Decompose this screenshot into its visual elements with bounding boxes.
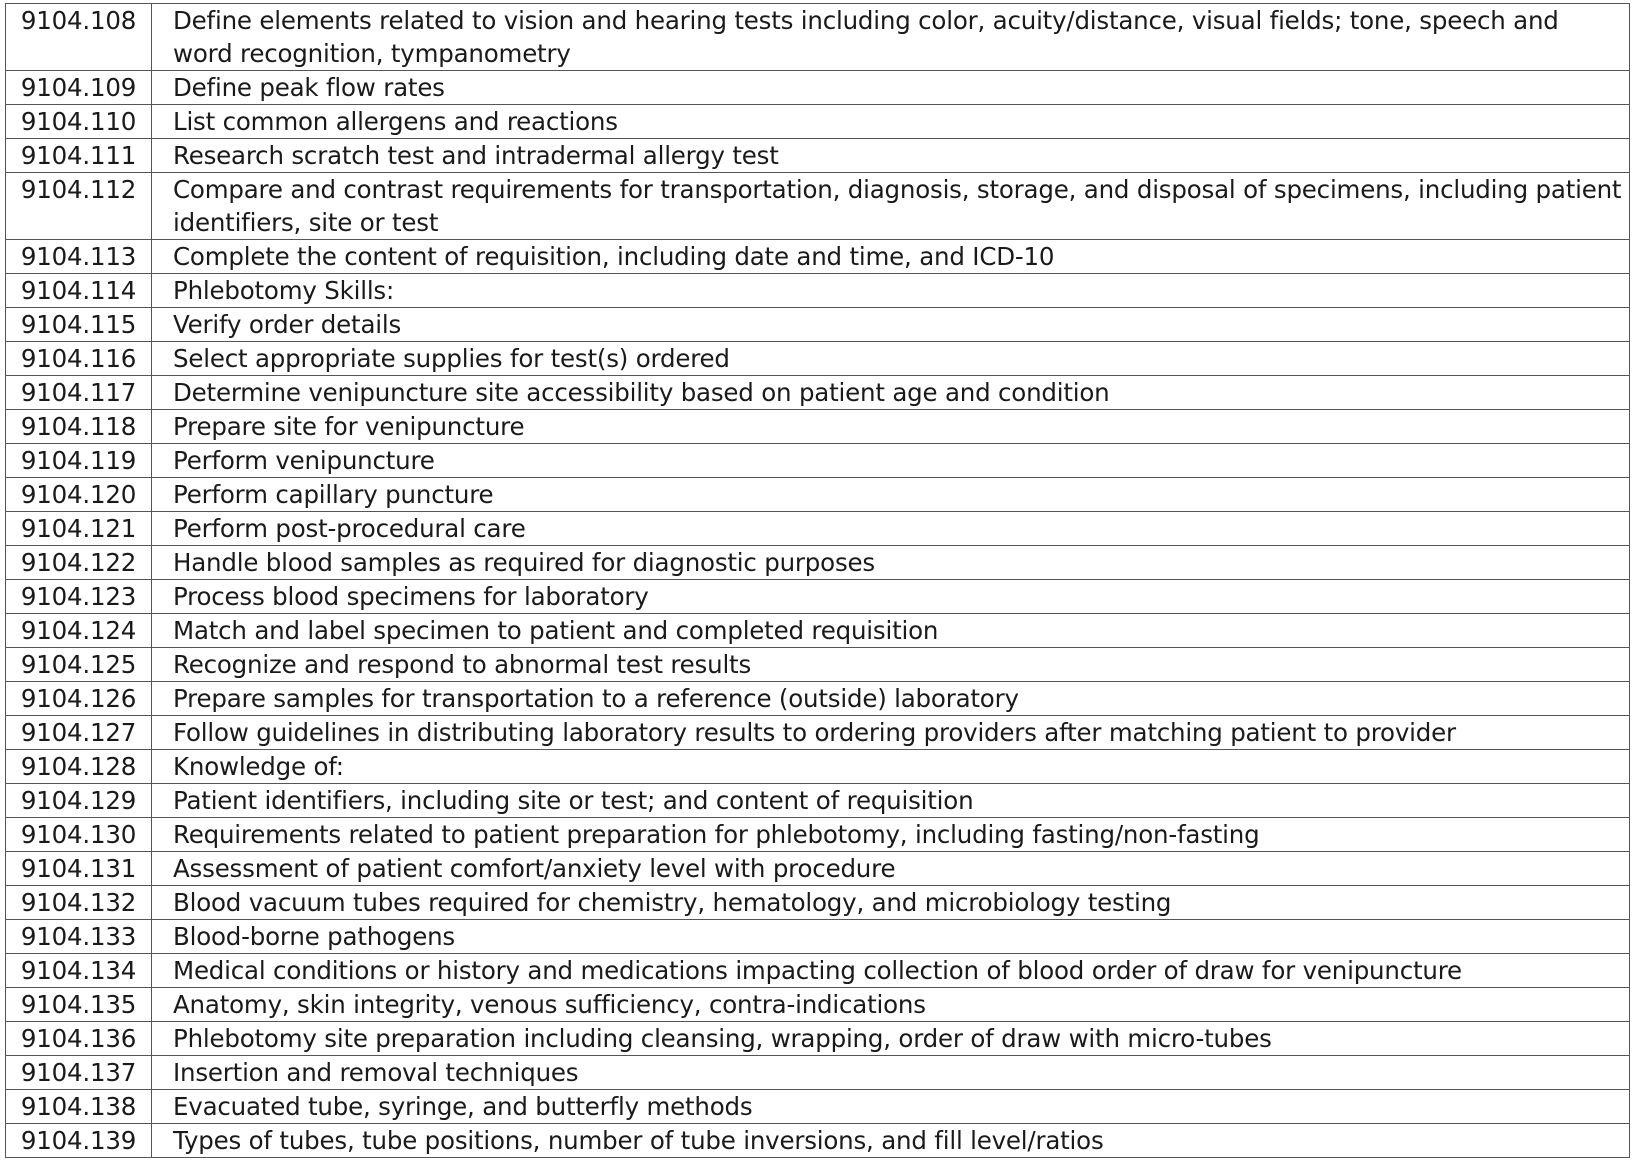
standard-description: Handle blood samples as required for diagnostic purposes [152, 546, 1630, 580]
table-row [6, 1090, 1630, 1124]
table-row [6, 1022, 1630, 1056]
standard-description: Patient identifiers, including site or test; and content of requisition [152, 784, 1630, 818]
standard-description: Knowledge of: [152, 750, 1630, 784]
standard-description: Phlebotomy site preparation including cleansing, wrapping, order of draw with micro-tubes [152, 1022, 1630, 1056]
standard-code: 9104.135 [6, 988, 152, 1022]
standard-code: 9104.136 [6, 1022, 152, 1056]
table-row [6, 1056, 1630, 1090]
standard-code: 9104.119 [6, 444, 152, 478]
table-row [6, 920, 1630, 954]
table-row [6, 614, 1630, 648]
standard-description: Complete the content of requisition, including date and time, and ICD-10 [152, 240, 1630, 274]
standard-description: Determine venipuncture site accessibility based on patient age and condition [152, 376, 1630, 410]
table-row [6, 750, 1630, 784]
standard-code: 9104.137 [6, 1056, 152, 1090]
standard-code: 9104.121 [6, 512, 152, 546]
standard-description: Requirements related to patient preparation for phlebotomy, including fasting/non-fasting [152, 818, 1630, 852]
table-row [6, 105, 1630, 139]
document-page [5, 3, 1630, 1158]
standard-description: Blood vacuum tubes required for chemistry, hematology, and microbiology testing [152, 886, 1630, 920]
table-row [6, 988, 1630, 1022]
table-row [6, 954, 1630, 988]
table-row [6, 139, 1630, 173]
standard-code: 9104.115 [6, 308, 152, 342]
standard-code: 9104.109 [6, 71, 152, 105]
standard-code: 9104.127 [6, 716, 152, 750]
standard-code: 9104.131 [6, 852, 152, 886]
table-row [6, 818, 1630, 852]
standard-code: 9104.117 [6, 376, 152, 410]
standards-table [5, 3, 1630, 1158]
standard-code: 9104.126 [6, 682, 152, 716]
table-row [6, 512, 1630, 546]
standard-code: 9104.133 [6, 920, 152, 954]
table-row [6, 308, 1630, 342]
standard-description: Perform post-procedural care [152, 512, 1630, 546]
standard-description: Match and label specimen to patient and completed requisition [152, 614, 1630, 648]
standard-code: 9104.120 [6, 478, 152, 512]
table-row [6, 580, 1630, 614]
standard-code: 9104.110 [6, 105, 152, 139]
standard-description: Assessment of patient comfort/anxiety level with procedure [152, 852, 1630, 886]
standard-code: 9104.116 [6, 342, 152, 376]
table-row [6, 240, 1630, 274]
table-row [6, 886, 1630, 920]
standard-description: Follow guidelines in distributing laboratory results to ordering providers after matching patient to provider [152, 716, 1630, 750]
standard-code: 9104.122 [6, 546, 152, 580]
table-row [6, 274, 1630, 308]
table-row [6, 852, 1630, 886]
standard-code: 9104.114 [6, 274, 152, 308]
standard-code: 9104.123 [6, 580, 152, 614]
standard-description: List common allergens and reactions [152, 105, 1630, 139]
table-row [6, 478, 1630, 512]
standard-description: Medical conditions or history and medications impacting collection of blood order of draw for venipuncture [152, 954, 1630, 988]
table-row [6, 648, 1630, 682]
standard-code: 9104.128 [6, 750, 152, 784]
standard-code: 9104.138 [6, 1090, 152, 1124]
standard-code: 9104.130 [6, 818, 152, 852]
table-row [6, 342, 1630, 376]
standard-description: Define elements related to vision and hearing tests including color, acuity/distance, visual fields; tone, speech and word recognition, tympanometry [152, 4, 1630, 71]
standard-code: 9104.139 [6, 1124, 152, 1158]
standard-code: 9104.134 [6, 954, 152, 988]
standard-description: Types of tubes, tube positions, number of tube inversions, and fill level/ratios [152, 1124, 1630, 1158]
table-row [6, 410, 1630, 444]
standard-code: 9104.129 [6, 784, 152, 818]
standard-description: Research scratch test and intradermal allergy test [152, 139, 1630, 173]
standard-description: Blood-borne pathogens [152, 920, 1630, 954]
standard-code: 9104.125 [6, 648, 152, 682]
standard-description: Define peak flow rates [152, 71, 1630, 105]
standard-code: 9104.111 [6, 139, 152, 173]
standard-code: 9104.112 [6, 173, 152, 240]
standards-table-body [6, 4, 1630, 1158]
table-row [6, 682, 1630, 716]
standard-description: Verify order details [152, 308, 1630, 342]
table-row [6, 716, 1630, 750]
standard-code: 9104.132 [6, 886, 152, 920]
standard-code: 9104.108 [6, 4, 152, 71]
standard-description: Compare and contrast requirements for transportation, diagnosis, storage, and disposal of specimens, including patient identifiers, site or test [152, 173, 1630, 240]
standard-description: Phlebotomy Skills: [152, 274, 1630, 308]
table-row [6, 444, 1630, 478]
table-row [6, 376, 1630, 410]
standard-description: Prepare samples for transportation to a reference (outside) laboratory [152, 682, 1630, 716]
standard-description: Perform capillary puncture [152, 478, 1630, 512]
standard-code: 9104.118 [6, 410, 152, 444]
table-row [6, 784, 1630, 818]
standard-description: Prepare site for venipuncture [152, 410, 1630, 444]
standard-code: 9104.113 [6, 240, 152, 274]
table-row [6, 1124, 1630, 1158]
standard-description: Perform venipuncture [152, 444, 1630, 478]
standard-description: Recognize and respond to abnormal test results [152, 648, 1630, 682]
table-row [6, 71, 1630, 105]
standard-description: Insertion and removal techniques [152, 1056, 1630, 1090]
table-row [6, 4, 1630, 71]
standard-description: Anatomy, skin integrity, venous sufficiency, contra-indications [152, 988, 1630, 1022]
standard-description: Process blood specimens for laboratory [152, 580, 1630, 614]
table-row [6, 546, 1630, 580]
standard-description: Select appropriate supplies for test(s) ordered [152, 342, 1630, 376]
table-row [6, 173, 1630, 240]
standard-code: 9104.124 [6, 614, 152, 648]
standard-description: Evacuated tube, syringe, and butterfly methods [152, 1090, 1630, 1124]
